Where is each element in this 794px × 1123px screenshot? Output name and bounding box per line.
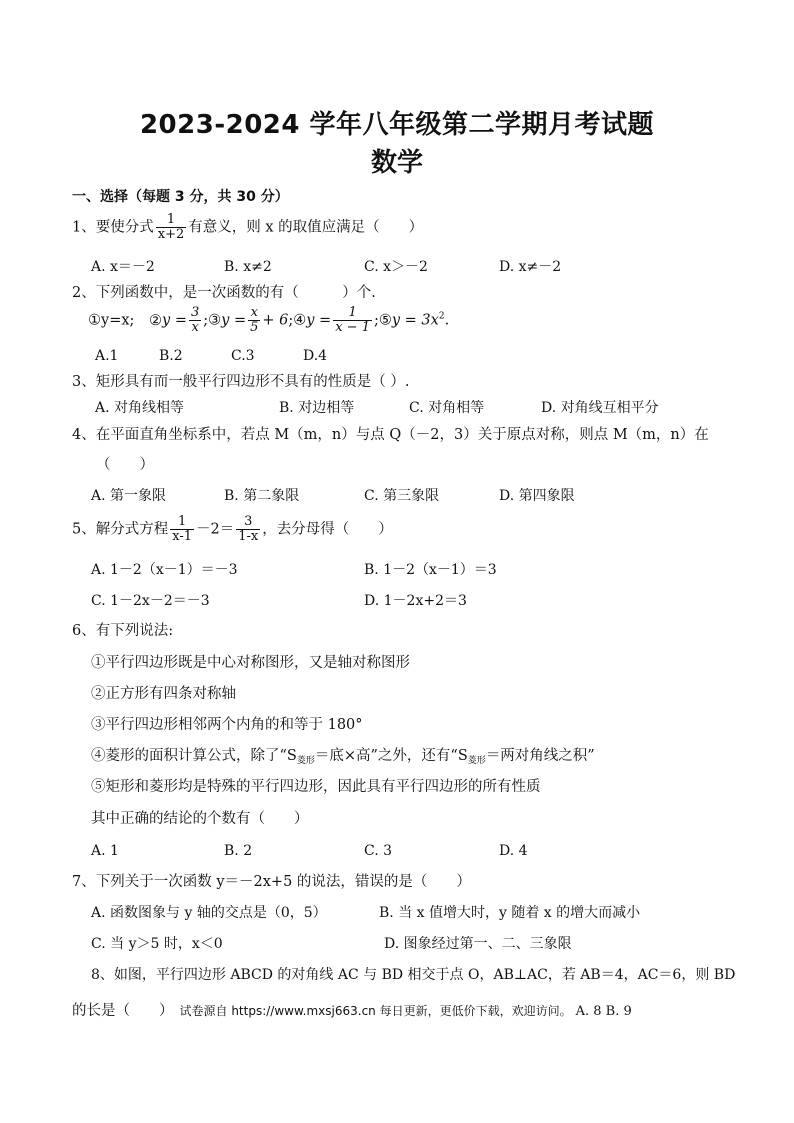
fraction-numerator: 3 — [244, 514, 253, 529]
option-d: D. x≠－2 — [499, 259, 562, 275]
fraction-denominator: x — [189, 320, 201, 335]
option-b: B. x≠2 — [224, 259, 272, 275]
fraction-denominator: x+2 — [157, 227, 185, 242]
option-a: A. 函数图象与 y 轴的交点是（0，5） — [91, 905, 327, 921]
function-3-label: ;③ — [203, 312, 222, 329]
function-3-lhs: y = — [221, 312, 247, 329]
question-8-options: A. 8 B. 9 — [575, 1004, 632, 1019]
question-7: 7、下列关于一次函数 y＝－2x+5 的说法，错误的是（ ） — [72, 874, 471, 890]
option-d: D.4 — [303, 348, 328, 364]
option-c: C. 对角相等 — [409, 400, 485, 416]
option-d: D. 图象经过第一、二、三象限 — [384, 936, 572, 952]
option-c: C. 1－2x－2＝－3 — [91, 593, 210, 609]
option-d: D. 1－2x+2＝3 — [364, 593, 467, 609]
fraction — [333, 306, 372, 335]
option-a: A. 1－2（x－1）＝－3 — [91, 562, 238, 578]
option-a: A. x＝－2 — [91, 259, 155, 275]
page-subtitle: 数学 — [370, 148, 423, 178]
question-3: 3、矩形具有而一般平行四边形不具有的性质是（ ）. — [72, 374, 410, 390]
question-5-suffix: ，去分母得（ ） — [262, 521, 393, 538]
statement-4-part: ＝两对角线之积” — [485, 748, 595, 764]
function-5-expr: y = 3x — [391, 312, 439, 329]
question-1-suffix: 有意义，则 x 的取值应满足（ ） — [188, 219, 424, 236]
fraction — [170, 515, 194, 544]
function-5-label: ;⑤ — [373, 312, 392, 329]
fraction — [156, 213, 187, 242]
option-b: B. 当 x 值增大时，y 随着 x 的增大而减小 — [379, 905, 641, 921]
option-a: A.1 — [95, 348, 119, 364]
option-c: C. 3 — [364, 843, 393, 859]
option-c: C. 当 y＞5 时，x＜0 — [91, 936, 223, 952]
page-title: 2023-2024 学年八年级第二学期月考试题 — [139, 110, 655, 140]
option-d: D. 对角线互相平分 — [541, 400, 659, 416]
function-2-lhs: y = — [162, 312, 187, 329]
fraction — [236, 515, 260, 544]
function-5-end: . — [444, 312, 450, 329]
question-5-prefix: 5、解分式方程 — [72, 521, 169, 538]
function-4-lhs: y = — [306, 312, 332, 329]
question-8: 8、如图，平行四边形 ABCD 的对角线 AC 与 BD 相交于点 O，AB⊥AC，若 AB＝4，AC＝6，则 BD — [91, 967, 736, 983]
question-1-prefix: 1、要使分式 — [72, 219, 154, 236]
option-b: B. 2 — [224, 843, 253, 859]
question-4: 4、在平面直角坐标系中，若点 M（m，n）与点 Q（－2，3）关于原点对称，则点 M（m，n）在 — [72, 427, 709, 443]
question-8-line-2-text: 的长是（ ） — [72, 1003, 174, 1019]
function-5-exponent: 2 — [438, 311, 445, 322]
question-5-mid: －2＝ — [196, 521, 235, 538]
fraction-numerator: 1 — [177, 514, 187, 529]
fraction-numerator: 3 — [190, 305, 200, 320]
statement-5: ⑤矩形和菱形均是特殊的平行四边形，因此具有平行四边形的所有性质 — [91, 779, 541, 795]
fraction — [248, 306, 260, 335]
statement-2: ②正方形有四条对称轴 — [91, 686, 236, 702]
question-8-line-2 — [72, 1001, 632, 1022]
function-4-label: ;④ — [288, 312, 307, 329]
option-b: B. 1－2（x－1）＝3 — [364, 562, 497, 578]
subscript: 菱形 — [467, 756, 486, 766]
source-notice: 试卷源自 https://www.mxsj663.cn 每日更新，更低价下载，欢迎访问。 — [179, 1004, 572, 1018]
option-a: A. 对角线相等 — [95, 400, 185, 416]
fraction-denominator: x − 1 — [335, 320, 370, 335]
option-c: C. 第三象限 — [364, 488, 440, 504]
fraction-numerator: 1 — [166, 212, 176, 227]
fraction-denominator: 5 — [250, 320, 259, 335]
question-6: 6、有下列说法: — [72, 623, 174, 639]
fraction — [189, 306, 201, 335]
fraction-numerator: x — [250, 305, 258, 320]
statement-4 — [91, 746, 595, 771]
option-b: B. 第二象限 — [224, 488, 300, 504]
statement-1: ①平行四边形既是中心对称图形，又是轴对称图形 — [91, 655, 410, 671]
section-heading: 一、选择（每题 3 分，共 30 分） — [72, 189, 289, 205]
option-b: B. 对边相等 — [279, 400, 355, 416]
fraction-denominator: x-1 — [172, 529, 193, 544]
option-c: C. x＞－2 — [364, 259, 428, 275]
function-3-tail: + 6 — [262, 312, 289, 329]
question-5 — [72, 515, 393, 544]
statement-4-part: ④菱形的面积计算公式，除了“S — [91, 748, 297, 764]
function-2-label: ② — [149, 312, 163, 329]
option-a: A. 第一象限 — [91, 488, 167, 504]
question-2: 2、下列函数中，是一次函数的有（ ）个. — [72, 285, 376, 301]
subscript: 菱形 — [296, 756, 315, 766]
fraction-denominator: 1-x — [238, 529, 259, 544]
option-b: B.2 — [159, 348, 183, 364]
question-4-continuation: （ ） — [96, 457, 154, 473]
fraction-numerator: 1 — [348, 305, 357, 320]
option-a: A. 1 — [91, 843, 119, 859]
statement-4-part: ＝底×高”之外，还有“S — [314, 748, 468, 764]
option-d: D. 第四象限 — [499, 488, 575, 504]
question-6-ask: 其中正确的结论的个数有（ ） — [91, 811, 309, 827]
question-2-functions — [88, 306, 449, 335]
question-1 — [72, 213, 423, 242]
statement-3: ③平行四边形相邻两个内角的和等于 180° — [91, 717, 363, 733]
option-d: D. 4 — [499, 843, 528, 859]
option-c: C.3 — [231, 348, 255, 364]
function-1: ①y=x; — [88, 312, 135, 329]
